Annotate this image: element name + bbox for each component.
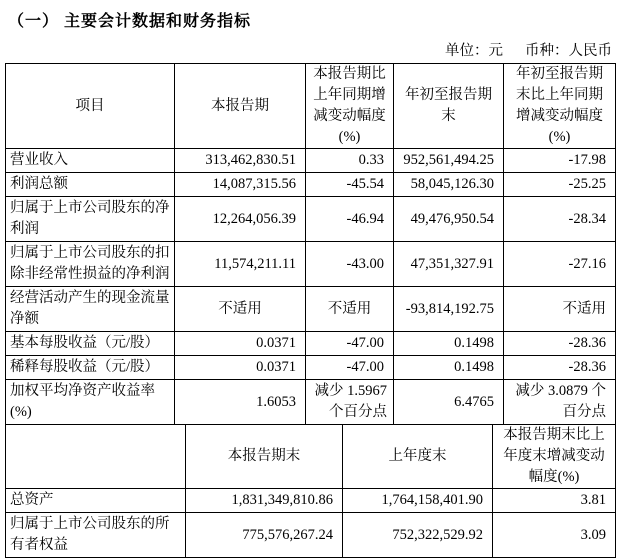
cell-ytd-yoy-change: -28.34: [504, 197, 616, 242]
cell-prior-year-end: 752,322,529.92: [343, 513, 493, 558]
col-header-change: 本报告期末比上年度末增减变动幅度(%): [493, 425, 616, 489]
cell-item: 加权平均净资产收益率(%): [6, 380, 175, 425]
table-row: [6, 197, 616, 242]
cell-current-period: 0.0371: [175, 332, 306, 356]
cell-ytd: 58,045,126.30: [394, 173, 504, 197]
cell-ytd: 47,351,327.91: [394, 242, 504, 287]
cell-current-period: 14,087,315.56: [175, 173, 306, 197]
col-header-ytd: 年初至报告期末: [394, 64, 504, 149]
col-header-yoy-change: 本报告期比上年同期增减变动幅度(%): [306, 64, 394, 149]
cell-ytd-yoy-change: -17.98: [504, 149, 616, 173]
cell-item: 归属于上市公司股东的所有者权益: [6, 513, 186, 558]
col-header-item: 项目: [6, 64, 175, 149]
col-header-current-period: 本报告期: [175, 64, 306, 149]
cell-ytd-yoy-change: -27.16: [504, 242, 616, 287]
table-row: [6, 173, 616, 197]
cell-ytd: 49,476,950.54: [394, 197, 504, 242]
currency-label: 币种：人民币: [525, 43, 612, 59]
cell-ytd-yoy-change: -28.36: [504, 332, 616, 356]
cell-item: 基本每股收益（元/股）: [6, 332, 175, 356]
cell-item: 营业收入: [6, 149, 175, 173]
cell-ytd: 0.1498: [394, 356, 504, 380]
col-header-blank: [6, 425, 186, 489]
cell-ytd: 6.4765: [394, 380, 504, 425]
cell-current-period: 11,574,211.11: [175, 242, 306, 287]
col-header-prior-year-end: 上年度末: [343, 425, 493, 489]
cell-item: 总资产: [6, 489, 186, 513]
cell-prior-year-end: 1,764,158,401.90: [343, 489, 493, 513]
col-header-period-end: 本报告期末: [186, 425, 343, 489]
cell-current-period: 1.6053: [175, 380, 306, 425]
cell-period-end: 1,831,349,810.86: [186, 489, 343, 513]
cell-change: 3.09: [493, 513, 616, 558]
cell-item: 归属于上市公司股东的净利润: [6, 197, 175, 242]
cell-item: 归属于上市公司股东的扣除非经常性损益的净利润: [6, 242, 175, 287]
cell-ytd: -93,814,192.75: [394, 287, 504, 332]
table-row: [6, 287, 616, 332]
table-row: [6, 332, 616, 356]
cell-yoy-change: 0.33: [306, 149, 394, 173]
cell-ytd-yoy-change: -25.25: [504, 173, 616, 197]
cell-current-period: 0.0371: [175, 356, 306, 380]
table-row: [6, 489, 616, 513]
table-header-row: [6, 64, 616, 149]
cell-current-period: 12,264,056.39: [175, 197, 306, 242]
col-header-ytd-yoy-change: 年初至报告期末比上年同期增减变动幅度(%): [504, 64, 616, 149]
cell-current-period: 313,462,830.51: [175, 149, 306, 173]
table-row: [6, 513, 616, 558]
cell-item: 利润总额: [6, 173, 175, 197]
cell-period-end: 775,576,267.24: [186, 513, 343, 558]
unit-label: 单位：元: [445, 43, 503, 59]
cell-yoy-change: -47.00: [306, 332, 394, 356]
table-row: [6, 242, 616, 287]
cell-ytd-yoy-change: -28.36: [504, 356, 616, 380]
balance-sheet-table: [5, 424, 616, 558]
cell-item: 稀释每股收益（元/股）: [6, 356, 175, 380]
cell-ytd: 0.1498: [394, 332, 504, 356]
table-row: [6, 149, 616, 173]
cell-item: 经营活动产生的现金流量净额: [6, 287, 175, 332]
cell-yoy-change: -45.54: [306, 173, 394, 197]
cell-ytd-yoy-change: 减少 3.0879 个百分点: [504, 380, 616, 425]
unit-currency-line: [5, 39, 612, 60]
cell-yoy-change: 不适用: [306, 287, 394, 332]
table-row: [6, 356, 616, 380]
cell-yoy-change: 减少 1.5967 个百分点: [306, 380, 394, 425]
section-heading: （一） 主要会计数据和财务指标: [8, 13, 252, 30]
cell-current-period: 不适用: [175, 287, 306, 332]
cell-yoy-change: -47.00: [306, 356, 394, 380]
cell-ytd-yoy-change: 不适用: [504, 287, 616, 332]
cell-ytd: 952,561,494.25: [394, 149, 504, 173]
key-indicators-table: [5, 63, 616, 425]
cell-yoy-change: -43.00: [306, 242, 394, 287]
cell-yoy-change: -46.94: [306, 197, 394, 242]
cell-change: 3.81: [493, 489, 616, 513]
table-header-row: [6, 425, 616, 489]
table-row: [6, 380, 616, 425]
